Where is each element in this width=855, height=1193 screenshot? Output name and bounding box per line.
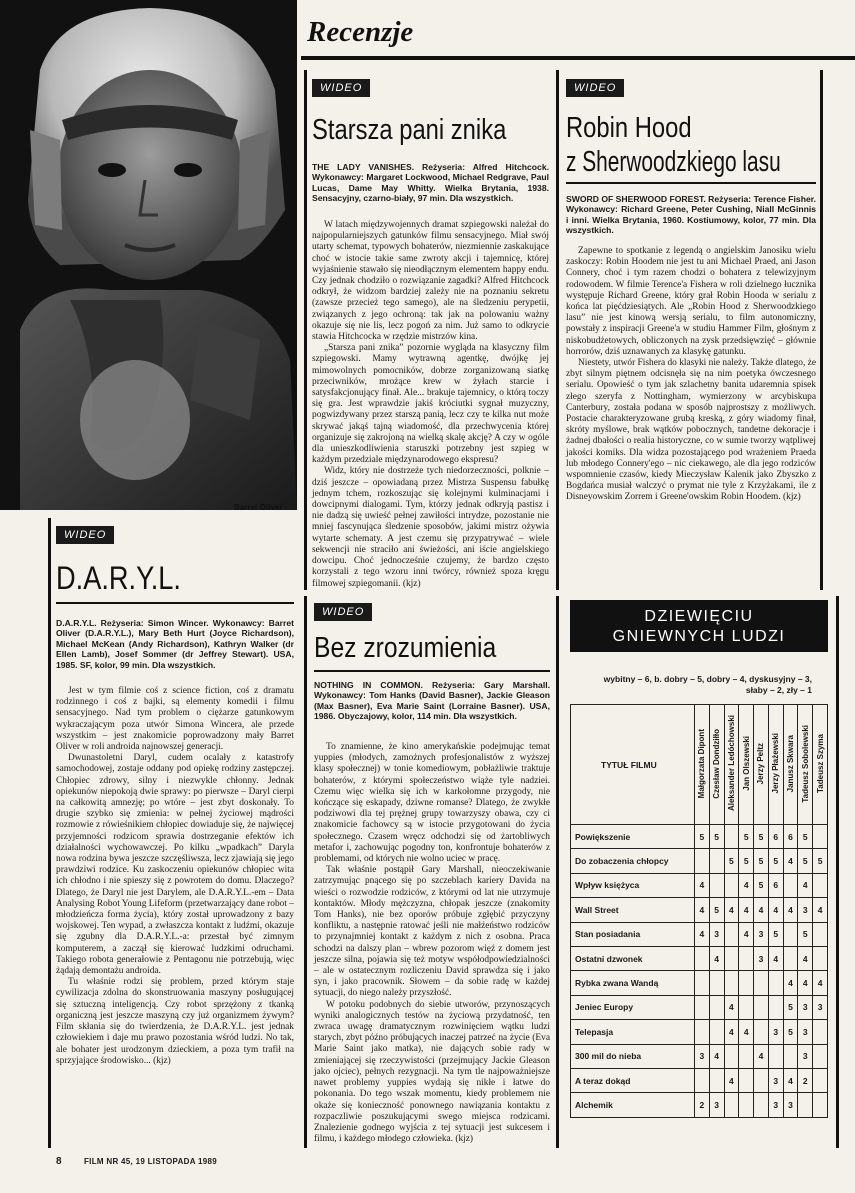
score-cell: 4 xyxy=(783,898,798,922)
review-body: Jest w tym filmie coś z science fiction, coś z dramatu rodzinnego i coś z bajki, są elementy komedii i filmu sensacyjnego. Nad tym problem o ciężarze gatunkowym wykraczającym poza utwór Simona Wincera, ale przede wszystkim – jest znakomicie poprowadzony mały Barret Oliver w roli androida najnowszej generacji. Dwunastoletni Daryl, cudem ocalały z katastrofy samochodowej, zostaje oddany pod opiekę rodziny zastępczej. Chłopiec zdrowy, silny i niezwykle chłonny. Jednak opiekunów niepokoją dwie sprawy: po pierwsze – Daryl cierpi na całkowitą amnezję; po wtóre – jest zbyt doskonały. To drugie szybko się zmienia: w pełnej życiowej mądrości rozmowie z rówieśnikiem chłopiec dowiaduje się, że najwięcej przyjemności rodzicom sprawia dostrzeganie efektów ich działalności wychowawczej. Po kilku „wpadkach” Daryla nowa rodzina bywa jeszcze szczęśliwsza, lecz zjawiają się jego prawdziwi rodzice. Ku zaskoczeniu opiekunów chłopiec wita ich chłodno i nie spieszy się z powrotem do domu. Dlaczego? Dlatego, że Daryl nie jest Darylem, ale D.A.R.Y.L.-em – Data Analysing Robot Young Lifeform (przetwarzający dane robot – młodzieńcza forma życia), który został uprowadzony z bazy wojskowej. Ten wypad, a zwłaszcza kontakt z ludźmi, okazuje się zgubny dla D.A.R.Y.L.-a: przestał być zimnym komputerem, a zaczął się kierować ludzkimi odruchami. Takiego robota generałowie z Pentagonu nie potrzebują, więc żądają demontażu androida. Tu właśnie rodzi się problem, przed którym staje cywilizacja zdolna do skonstruowania maszyny posługującej się sztuczną inteligencją. Czy robot sprzężony z tkanką organiczną jest jeszcze maszyną czy już organizmem żywym? Film skłania się do twierdzenia, że D.A.R.Y.L. jest jednak człowiekiem i daje mu prawo pozostania wśród ludzi. No tak, ale bohater jest urodzonym dzieckiem, a poza tym trafił na sprzyjające środowisko... (kjz) xyxy=(56,686,294,1066)
ratings-panel xyxy=(570,600,828,1140)
ratings-row xyxy=(571,1044,828,1068)
score-cell: 4 xyxy=(695,922,710,946)
review-body: W latach międzywojennych dramat szpiegowski należał do najpopularniejszych gatunków filmu sensacyjnego. Miał swój utarty schemat, typowych bohaterów, niezmiennie zaskakujące choć w istocie takie same zwroty akcji i tajemnicę, której wyjaśnienie stawało się nieodłącznym elementem happy endu. Czy jednak chodziło o rozwiązanie zagadki? Alfred Hitchcock odkrył, że widzom bardziej zależy nie na poznaniu sekretu (zawsze przecież tego samego), ale na śledzeniu perypetii, związanych z jego ochroną: tak jak na polowaniu ważny okazuje się nie lis, lecz pogoń za nim. Już samo to odkrycie stawia Hitchcocka w rzędzie mistrzów kina. „Starsza pani znika” pozornie wygląda na klasyczny film szpiegowski. Mamy wytrawną agentkę, dwójkę jej mimowolnych pomocników, dobrze zorganizowaną siatkę przeciwników, mrożące krew w żyłach starcie i satysfakcjonujący finał. Ale... brakuje tajemnicy, o którą toczy się gra. Jest wprawdzie jakiś króciutki sygnał muzyczny, pogwizdywany przez starszą panią, lecz czy te kilka nut może skrywać jakąś tajną wiadomość, dla przechwycenia której organizuje się zakrojoną na wielką skalę akcję? A czy w ogóle dla unieszkodliwienia staruszki potrzebny jest szpieg w każdym przedziale międzynarodowego ekspresu? Widz, który nie dostrzeże tych niedorzeczności, polknie – dziś jeszcze – opowiadaną przez Mistrza Suspensu fabułkę jednym tchem, rozkoszując się kolejnymi kulminacjami i dowcipnymi dialogami. Tym, którzy jednak odkryją pastisz i nie dadzą się uwieść pełnej zawiłości intrydze, pozostanie nie mniej fascynująca śledzenie sposobów, jakimi mistrz ożywia wytarte schematy. A jest czemu się przypatrywać – wiele sekwencji nie straciło ani świeżości, ani iście angielskiego dowcipu. Choć jednocześnie czujemy, że bardzo często korzystali z tego wzoru inni twórcy, również spoza kręgu filmowej szpiegomanii. (kjz) xyxy=(312,220,549,589)
score-cell: 4 xyxy=(768,946,783,970)
score-cell xyxy=(739,971,754,995)
score-cell: 3 xyxy=(783,1093,798,1117)
score-cell xyxy=(783,922,798,946)
ratings-row xyxy=(571,873,828,897)
score-cell: 5 xyxy=(709,825,724,849)
score-cell xyxy=(813,1068,828,1092)
score-cell: 5 xyxy=(798,922,813,946)
ratings-row xyxy=(571,995,828,1019)
score-cell: 4 xyxy=(739,1020,754,1044)
critic-header: Janusz Skwara xyxy=(783,705,798,825)
score-cell: 5 xyxy=(724,849,739,873)
score-cell: 5 xyxy=(798,825,813,849)
score-cell: 4 xyxy=(724,898,739,922)
score-cell: 5 xyxy=(695,825,710,849)
score-cell: 5 xyxy=(754,825,769,849)
score-cell xyxy=(783,946,798,970)
score-cell: 5 xyxy=(739,849,754,873)
column-rule xyxy=(820,70,823,590)
ratings-title-line1: DZIEWIĘCIU xyxy=(644,608,754,625)
score-cell: 2 xyxy=(798,1068,813,1092)
score-cell xyxy=(813,1044,828,1068)
score-cell xyxy=(813,825,828,849)
score-cell xyxy=(813,873,828,897)
score-cell: 5 xyxy=(754,849,769,873)
score-cell: 4 xyxy=(709,1044,724,1068)
score-cell: 5 xyxy=(709,898,724,922)
title-column-header: TYTUŁ FILMU xyxy=(571,705,695,825)
score-cell: 3 xyxy=(813,995,828,1019)
score-cell xyxy=(724,971,739,995)
score-cell: 3 xyxy=(754,922,769,946)
column-rule xyxy=(304,70,307,590)
section-header-bar xyxy=(297,0,855,62)
wideo-tag: WIDEO xyxy=(314,603,372,621)
review-credits: D.A.R.Y.L. Reżyseria: Simon Wincer. Wykonawcy: Barret Oliver (D.A.R.Y.L.), Mary Beth Hurt (Joyce Richardson), Michael McKean (Andy Richardson), Kathryn Walker (dr Ellen Lamb), Josef Sommer (dr Jeffrey Stewart). USA, 1985. SF, kolor, 99 min. Dla wszystkich. xyxy=(56,618,294,670)
film-title: Wpływ księżyca xyxy=(571,873,695,897)
review-title: Bez zrozumienia xyxy=(314,632,497,664)
ratings-row xyxy=(571,1093,828,1117)
score-cell: 4 xyxy=(709,946,724,970)
score-cell xyxy=(709,995,724,1019)
score-cell xyxy=(709,1068,724,1092)
score-cell: 4 xyxy=(798,946,813,970)
score-cell: 3 xyxy=(768,1093,783,1117)
score-cell: 4 xyxy=(739,922,754,946)
score-cell: 4 xyxy=(695,898,710,922)
score-cell xyxy=(813,922,828,946)
score-cell: 4 xyxy=(754,898,769,922)
film-title: 300 mil do nieba xyxy=(571,1044,695,1068)
review-nothing-in-common xyxy=(314,602,550,1145)
column-rule xyxy=(836,596,839,1148)
ratings-title-line2: GNIEWNYCH LUDZI xyxy=(612,628,786,645)
score-cell xyxy=(754,971,769,995)
score-cell xyxy=(695,1020,710,1044)
film-title: Telepasja xyxy=(571,1020,695,1044)
score-cell: 4 xyxy=(754,1044,769,1068)
score-cell: 6 xyxy=(768,873,783,897)
score-cell: 4 xyxy=(783,971,798,995)
ratings-row xyxy=(571,1020,828,1044)
wideo-tag: WIDEO xyxy=(566,79,624,97)
wideo-tag: WIDEO xyxy=(312,79,370,97)
score-cell xyxy=(724,922,739,946)
review-title-line2: z Sherwoodzkiego lasu xyxy=(566,146,781,178)
score-cell xyxy=(768,1044,783,1068)
page-number: 8 xyxy=(56,1156,62,1167)
score-cell: 3 xyxy=(798,1020,813,1044)
film-title: Ostatni dzwonek xyxy=(571,946,695,970)
film-title: Rybka zwana Wandą xyxy=(571,971,695,995)
title-rule xyxy=(566,182,816,184)
boy-helmet-illustration xyxy=(0,0,297,510)
score-cell xyxy=(695,1068,710,1092)
ratings-row xyxy=(571,946,828,970)
critic-header: Jerzy Płażewski xyxy=(768,705,783,825)
review-credits: SWORD OF SHERWOOD FOREST. Reżyseria: Terence Fisher. Wykonawcy: Richard Greene, Peter Cushing, Niall McGinnis i inni. Wielka Brytania, 1960. Kostiumowy, kolor, 77 min. Dla wszystkich. xyxy=(566,194,816,236)
score-cell: 4 xyxy=(739,873,754,897)
film-title: Alchemik xyxy=(571,1093,695,1117)
score-cell: 3 xyxy=(798,995,813,1019)
score-cell xyxy=(724,1044,739,1068)
review-lady-vanishes xyxy=(312,78,549,590)
review-credits: THE LADY VANISHES. Reżyseria: Alfred Hitchcock. Wykonawcy: Margaret Lockwood, Michael Redgrave, Paul Lucas, Dame May Whitty. Wielka Brytania, 1938. Sensacyjny, czarno-biały, 97 min. Dla wszystkich. xyxy=(312,162,549,204)
score-cell xyxy=(724,946,739,970)
score-cell: 4 xyxy=(739,898,754,922)
ratings-row xyxy=(571,1068,828,1092)
score-cell xyxy=(813,1093,828,1117)
score-cell xyxy=(754,1020,769,1044)
critic-header: Tadeusz Sobolewski xyxy=(798,705,813,825)
score-cell xyxy=(739,946,754,970)
title-rule xyxy=(314,670,550,672)
score-cell xyxy=(768,995,783,1019)
score-cell xyxy=(709,971,724,995)
score-cell: 3 xyxy=(798,898,813,922)
score-cell: 4 xyxy=(724,995,739,1019)
review-body: To znamienne, że kino amerykańskie podejmując temat yuppies (młodych, zamożnych profesjonalistów z wyższej klasy społecznej) w tonie komediowym, pobłażliwie traktuje bohaterów, z którymi społeczeństwo wiąże tyle nadziei. Czemu więc wielka się ich w karkołomne przygody, nie kończące się eskapady, dziwne romanse? Dlatego, że zwykłe podziwowi dla tej prężnej grupy towarzyszy obawa, czy ci znakomicie fachowcy są w istocie przygotowani do życia społecznego. Czasem wręcz odchodzi się od żartobliwych metafor i, zachowując pogodny ton, konfrontuje bohaterów z problemami, od których nie wolno uciec w pracę. Tak właśnie postąpił Gary Marshall, nieoczekiwanie zatrzymując pnącego się po szczeblach kariery Davida na wieści o rozwodzie rodziców, z którymi od lat nie utrzymuje kontaktów. Młody mężczyzna, chłopak jeszcze (znakomity Tom Hanks), nie bez oporów próbuje zgłębić przyczyny konfliktu, a następnie ratować jeśli nie małżeństwo rodziców to przynajmniej kontakt z każdym z nich z osobna. Praca schodzi na dalszy plan – wbrew pozorom więź z domem jest jeszcze silna, pojawia się też motyw współodpowiedzialności – ale w ostatecznym rozliczeniu David sprawdza się i jako syn, i jako pracownik. Słowem – da sobie radę w każdej sytuacji, do niego należy przyszłość. W potoku podobnych do siebie utworów, przynoszących wyniki analogicznych testów na życiową przydatność, ten zwraca uwagę dramatycznym rozwinięciem wątku ludzi starych, zbyt późno próbujących inaczej patrzeć na życie (Eva Marie Saint jako matka), nie dających sobie rady w zmieniającej się rzeczywistości (przejmujący Jackie Gleason jako ojciec), pełnych rezygnacji. Na tym tle najpoważniejsze nawet problemy yuppies wydają się nikłe i łatwe do pokonania. Do tego wszak momentu, kiedy problemem nie okaże się konieczność ponownego nawiązania kontaktu z rozpaczliwie poszukującymi swego miejsca rodzicami. Znalezienie godnego wyjścia z tej sytuacji jest sukcesem i filmu, i każdego młodego człowieka. (kjz) xyxy=(314,742,550,1145)
score-cell xyxy=(695,995,710,1019)
score-cell xyxy=(739,1093,754,1117)
title-rule xyxy=(56,602,294,604)
score-cell: 5 xyxy=(798,849,813,873)
film-title: A teraz dokąd xyxy=(571,1068,695,1092)
ratings-row xyxy=(571,971,828,995)
score-cell: 4 xyxy=(813,971,828,995)
score-cell xyxy=(695,849,710,873)
score-cell: 5 xyxy=(783,995,798,1019)
ratings-legend: wybitny – 6, b. dobry – 5, dobry – 4, dyskusyjny – 3, słaby – 2, zły – 1 xyxy=(603,674,812,695)
review-body: Zapewne to spotkanie z legendą o angielskim Janosiku wielu zaskoczy: Robin Hoodem nie jest tu ani Michael Praed, ani Jason Connery, choć i tym razem chodzi o bohatera z telewizyjnym rodowodem. W filmie Terence'a Fishera w roli dzielnego łucznika występuje Richard Greene, który grał Robin Hooda w serialu z końca lat pięćdziesiątych. Ale „Robin Hood z Sherwoodzkiego lasu” nie jest kinową wersją serialu, to film autonomiczny, powstały z inspiracji Greene'a w studiu Hammer Film, głośnym z niskobudżetowych, obliczonych na zysk przedsięwzięć – głównie horrorów, dziś uznawanych za klasykę gatunku. Niestety, utwór Fishera do klasyki nie należy. Także dlatego, że zbyt silnym piętnem odcisnęła się na nim poetyka ówczesnego serialu. Opowieść o tym jak szlachetny banita udaremnia spisek złego szeryfa z Nottingham, wymierzony w arcybiskupa Canterbury, została podana w sposób najprostszy z możliwych. Postacie charakteryzowane grubą kreską, z góry wiadomy finał, skróty myślowe, brak wątków pobocznych, tandetne dekoracje i żadnej dbałości o realia historyczne, co w sumie tworzy wątpliwej jakości komiks. Dla widza pozostającego pod wrażeniem Praeda lub młodego Connery'ego – nic ciekawego, ale dla jego rodziców wspomnienie czasów, kiedy Mieczysław Kalenik jako Zbyszko z Bogdańca musiał walczyć o prymat nie tyle z Krzyżakami, ile z Disneyowskim Zorrem i Greene'owskim Robin Hoodem. (kjz) xyxy=(566,246,816,503)
score-cell xyxy=(724,873,739,897)
column-rule xyxy=(556,70,559,590)
score-cell xyxy=(813,1020,828,1044)
score-cell xyxy=(724,825,739,849)
film-title: Stan posiadania xyxy=(571,922,695,946)
section-rule xyxy=(301,56,855,60)
score-cell: 5 xyxy=(768,849,783,873)
score-cell: 4 xyxy=(798,971,813,995)
score-cell: 6 xyxy=(783,825,798,849)
score-cell: 4 xyxy=(724,1020,739,1044)
score-cell: 2 xyxy=(695,1093,710,1117)
ratings-header-row xyxy=(571,705,828,825)
score-cell xyxy=(768,971,783,995)
score-cell xyxy=(709,1020,724,1044)
ratings-row xyxy=(571,825,828,849)
photo-caption: Barret Oliver xyxy=(234,503,283,512)
score-cell: 6 xyxy=(768,825,783,849)
score-cell xyxy=(695,946,710,970)
score-cell xyxy=(724,1093,739,1117)
score-cell: 4 xyxy=(798,873,813,897)
column-rule xyxy=(556,596,559,1148)
score-cell: 5 xyxy=(783,1020,798,1044)
ratings-row xyxy=(571,898,828,922)
score-cell: 4 xyxy=(695,873,710,897)
score-cell: 4 xyxy=(813,898,828,922)
ratings-table xyxy=(570,704,828,1118)
ratings-row xyxy=(571,922,828,946)
critic-header: Aleksander Ledóchowski xyxy=(724,705,739,825)
wideo-tag: WIDEO xyxy=(56,526,114,544)
score-cell: 5 xyxy=(768,922,783,946)
score-cell: 3 xyxy=(754,946,769,970)
score-cell: 4 xyxy=(783,849,798,873)
score-cell: 5 xyxy=(754,873,769,897)
review-title-line1: Robin Hood xyxy=(566,112,692,144)
critic-header: Jan Olszewski xyxy=(739,705,754,825)
ratings-header xyxy=(570,600,828,652)
score-cell: 4 xyxy=(724,1068,739,1092)
issue-line: FILM NR 45, 19 LISTOPADA 1989 xyxy=(84,1157,218,1166)
score-cell xyxy=(709,849,724,873)
score-cell xyxy=(709,873,724,897)
score-cell: 3 xyxy=(768,1068,783,1092)
score-cell xyxy=(754,995,769,1019)
score-cell xyxy=(813,946,828,970)
critic-header: Czesław Dondziłło xyxy=(709,705,724,825)
score-cell: 4 xyxy=(768,898,783,922)
score-cell: 3 xyxy=(709,1093,724,1117)
review-daryl xyxy=(56,520,294,1160)
ratings-row xyxy=(571,849,828,873)
critic-header: Tadeusz Szyma xyxy=(813,705,828,825)
score-cell: 3 xyxy=(798,1044,813,1068)
score-cell xyxy=(695,971,710,995)
film-title: Jeniec Europy xyxy=(571,995,695,1019)
score-cell xyxy=(783,873,798,897)
score-cell: 3 xyxy=(709,922,724,946)
score-cell xyxy=(783,1044,798,1068)
score-cell xyxy=(798,1093,813,1117)
column-rule xyxy=(304,596,307,1148)
score-cell: 3 xyxy=(768,1020,783,1044)
film-title: Wall Street xyxy=(571,898,695,922)
review-title: Starsza pani znika xyxy=(312,114,507,146)
review-robin-hood xyxy=(566,78,816,588)
score-cell xyxy=(754,1068,769,1092)
column-rule xyxy=(48,518,51,1148)
review-title: D.A.R.Y.L. xyxy=(56,560,181,596)
film-title: Do zobaczenia chłopcy xyxy=(571,849,695,873)
score-cell xyxy=(739,995,754,1019)
critic-header: Małgorzata Dipont xyxy=(695,705,710,825)
critic-header: Jerzy Peltz xyxy=(754,705,769,825)
film-title: Powiększenie xyxy=(571,825,695,849)
score-cell: 5 xyxy=(739,825,754,849)
review-credits: NOTHING IN COMMON. Reżyseria: Gary Marshall. Wykonawcy: Tom Hanks (David Basner), Jackie Gleason (Max Basner), Eva Marie Saint (Lorraine Basner). USA, 1986. Obyczajowy, kolor, 114 min. Dla wszystkich. xyxy=(314,680,550,722)
score-cell xyxy=(754,1093,769,1117)
score-cell: 5 xyxy=(813,849,828,873)
score-cell xyxy=(739,1068,754,1092)
score-cell: 4 xyxy=(783,1068,798,1092)
section-title: Recenzje xyxy=(307,16,414,48)
score-cell xyxy=(739,1044,754,1068)
score-cell: 3 xyxy=(695,1044,710,1068)
cover-photo xyxy=(0,0,297,510)
